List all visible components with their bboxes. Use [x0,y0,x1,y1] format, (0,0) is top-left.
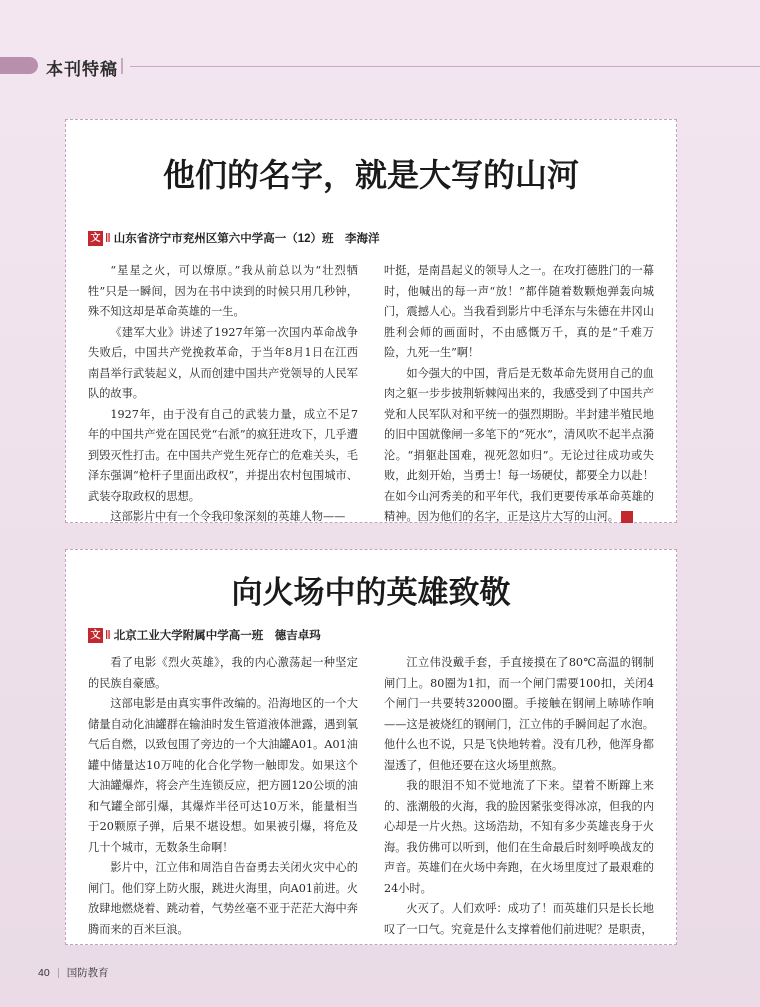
paragraph: 1927年，由于没有自己的武装力量，成立不足7年的中国共产党在国民党“右派”的疯狂进攻下，几乎遭到毁灭性打击。在中国共产党生死存亡的危难关头，毛泽东强调“枪杆子里面出政权”，并提出农村包围城市、武装夺取政权的思想。 [88,407,358,503]
page-footer [38,965,109,980]
paragraph-continuation: 叶挺，是南昌起义的领导人之一。在攻打德胜门的一幕时，他喊出的每一声“放！”都伴随着数颗炮弹轰向城门，震撼人心。当我看到影片中毛泽东与朱德在井冈山胜利会师的画面时，不由感慨万千，真的是“千难万险，九死一生”啊！ [384,264,654,359]
paragraph: 影片中，江立伟和周浩自告奋勇去关闭火灾中心的闸门。他们穿上防火服，跳进火海里，向A01前进。火放肆地燃烧着、跳动着，气势丝毫不亚于茫茫大海中奔腾而来的百米巨浪。 [88,861,358,936]
page-number: 40 [38,967,50,979]
paragraph [384,364,654,528]
text-column-right [384,653,654,940]
header-rule [130,66,760,67]
text-column-left [88,261,358,528]
article-title: 他们的名字，就是大写的山河 [162,157,579,193]
paragraph: 看了电影《烈火英雄》，我的内心激荡起一种坚定的民族自豪感。 [88,656,358,690]
text-column-right [384,261,654,528]
author-text: 北京工业大学附属中学高一班 德吉卓玛 [113,630,321,642]
article-1 [65,119,677,523]
byline-separator: ‖ [105,630,111,642]
author-text: 山东省济宁市兖州区第六中学高一（12）班 李海洋 [113,233,380,245]
article-2 [65,549,677,945]
paragraph: “星星之火，可以燎原。”我从前总以为“壮烈牺牲”只是一瞬间，因为在书中读到的时候只用几秒钟，殊不知这却是革命英雄的一生。 [88,264,358,318]
article-byline [88,230,380,246]
section-tab-marker [0,57,38,74]
paragraph: 《建军大业》讲述了1927年第一次国内革命战争失败后，中国共产党挽救革命，于当年8月1日在江西南昌举行武装起义，从而创建中国共产党领导的人民军队的故事。 [88,325,358,400]
author-icon: 文 [88,231,103,246]
end-mark-icon: G [621,511,633,523]
header-divider [121,58,123,74]
paragraph: 这部电影是由真实事件改编的。沿海地区的一个大储量自动化油罐群在输油时发生管道液体泄露，遇到氧气后自燃，以致包围了旁边的一个大油罐A01。A01油罐中储量达10万吨的化合化学物一触即发。如果这个大油罐爆炸，将会产生连锁反应，把方圆120公顷的油和气罐全部引爆，其爆炸半径可达10万米，能量相当于20颗原子弹，后果不堪设想。如果被引爆，将危及几十个城市，无数条生命啊！ [88,697,358,854]
article-byline [88,627,321,643]
paragraph: 这部影片中有一个令我印象深刻的英雄人物—— [110,510,346,523]
text-column-left [88,653,358,940]
footer-divider [58,968,59,978]
section-title: 本刊特稿 [46,60,118,79]
paragraph: 江立伟没戴手套，手直接摸在了80℃高温的钢制闸门上。80圈为1扣，而一个闸门需要100扣，关闭4个闸门一共要转32000圈。手接触在钢闸上哧哧作响——这是被烧红的钢闸门，江立伟的手瞬间起了水泡。他什么也不说，只是飞快地转着。没有几秒，他浑身都湿透了，但他还要在这火场里煎熬。 [384,656,654,772]
paragraph: 火灭了。人们欢呼：成功了！而英雄们只是长长地叹了一口气。究竟是什么支撑着他们前进呢？是职责， [384,902,654,936]
paragraph-text: 如今强大的中国，背后是无数革命先贤用自己的血肉之躯一步步披荆斩棘闯出来的，我感受到了中国共产党和人民军队对和平统一的强烈期盼。半封建半殖民地的旧中国就像闸一多笔下的“死水”，清风吹不起半点漪沦。“捐躯赴国难，视死忽如归”。无论过往成功或失败，此刻开始，当勇士！每一场硬仗，都要全力以赴！在如今山河秀美的和平年代，我们更要传承革命英雄的精神。因为他们的名字，正是这片大写的山河。 [384,366,654,523]
byline-separator: ‖ [105,233,111,245]
paragraph: 我的眼泪不知不觉地流了下来。望着不断蹿上来的、涨潮般的火海，我的脸因紧张变得冰凉，但我的内心却是一片火热。这场浩劫，不知有多少英雄丧身于火海。我仿佛可以听到，他们在生命最后时刻呼唤战友的声音。英雄们在火场中奔跑，在火场里度过了最艰难的24小时。 [384,779,654,895]
article-title: 向火场中的英雄致敬 [231,575,511,610]
author-icon: 文 [88,628,103,643]
magazine-name: 国防教育 [66,967,109,979]
